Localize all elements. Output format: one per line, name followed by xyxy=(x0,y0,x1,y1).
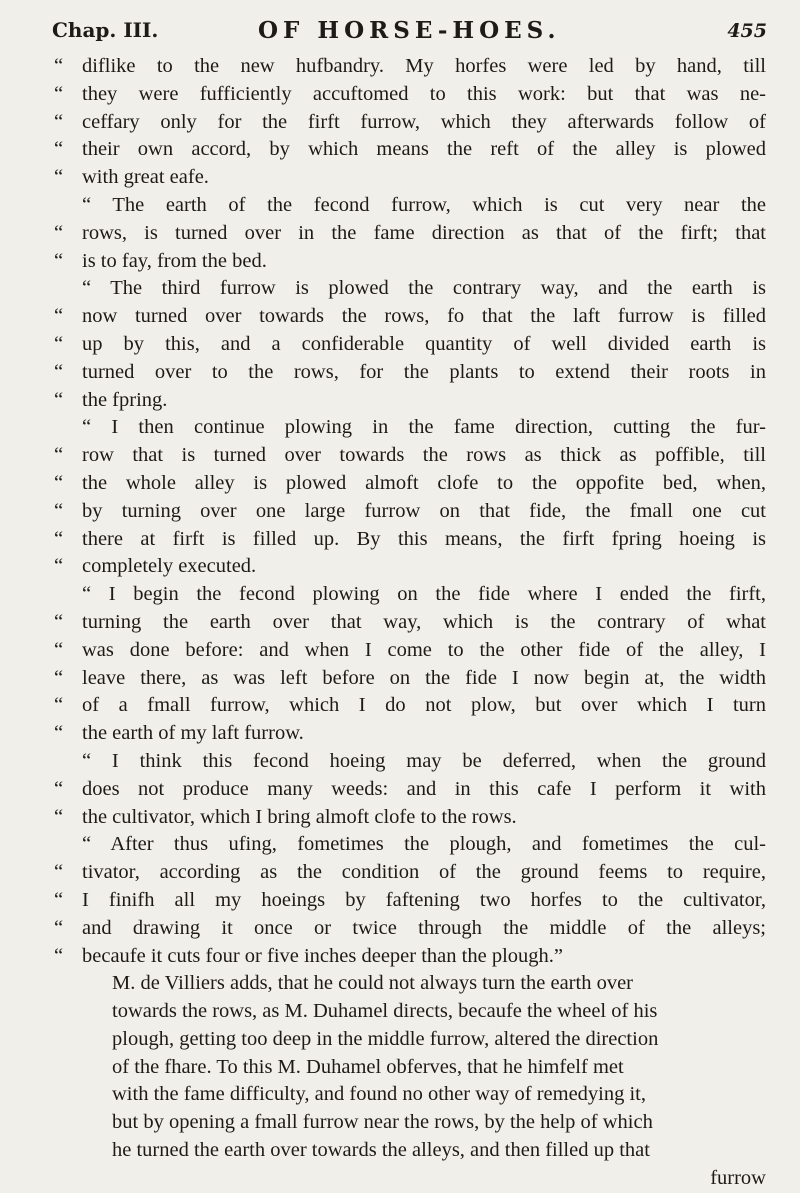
quote-mark xyxy=(54,1109,82,1137)
quote-mark xyxy=(54,1165,82,1193)
line-text: there at firft is filled up. By this means, the firft fpring hoeing is xyxy=(82,527,766,550)
line-text: completely executed. xyxy=(82,555,257,578)
line-text: does not produce many weeds: and in this cafe I perform it with xyxy=(82,777,766,800)
text-line xyxy=(54,1137,766,1165)
quote-mark: “ xyxy=(54,666,64,689)
text-line xyxy=(54,970,766,998)
quote-mark: “ xyxy=(54,221,64,244)
quote-mark: “ xyxy=(54,499,64,522)
quote-mark: “ xyxy=(54,916,64,939)
line-text: ceffary only for the firft furrow, which they afterwards follow of xyxy=(82,110,766,133)
quote-mark: “ xyxy=(54,944,64,967)
text-line xyxy=(54,831,766,859)
quote-mark: “ xyxy=(54,305,64,328)
text-line xyxy=(54,581,766,609)
line-text: with great eafe. xyxy=(82,166,209,189)
line-text: diflike to the new hufbandry. My horfes were led by hand, till xyxy=(82,55,766,77)
quote-mark xyxy=(54,1054,82,1082)
text-line xyxy=(54,81,766,109)
line-text: is to fay, from the bed. xyxy=(82,249,267,272)
line-text: towards the rows, as M. Duhamel directs, becaufe the wheel of his xyxy=(112,1000,658,1023)
text-line xyxy=(54,53,766,81)
quote-mark: “ xyxy=(54,861,64,884)
text-line xyxy=(54,164,766,192)
text-line xyxy=(54,387,766,415)
quote-mark: “ xyxy=(54,471,64,494)
quote-mark xyxy=(54,581,82,609)
quote-mark: “ xyxy=(54,638,64,661)
text-line xyxy=(54,1109,766,1137)
text-line xyxy=(54,470,766,498)
line-text: leave there, as was left before on the fide I now begin at, the width xyxy=(82,666,766,689)
text-line xyxy=(54,609,766,637)
text-line xyxy=(54,359,766,387)
quote-mark: “ xyxy=(54,694,64,717)
quote-mark xyxy=(54,831,82,859)
quote-mark: “ xyxy=(54,110,64,133)
line-text: becaufe it cuts four or five inches deeper than the plough.” xyxy=(82,944,563,967)
line-text: rows, is turned over in the fame direction as that of the firft; that xyxy=(82,221,766,244)
line-text: “ I begin the fecond plowing on the fide where I ended the firft, xyxy=(82,583,766,606)
text-line xyxy=(54,915,766,943)
chapter-label: Chap. III. xyxy=(52,18,159,42)
line-text: they were fufficiently accuftomed to this work: but that was ne- xyxy=(82,82,766,105)
quote-mark: “ xyxy=(54,82,64,105)
text-line xyxy=(54,331,766,359)
quote-mark: “ xyxy=(54,55,64,77)
running-title: OF HORSE-HOES. xyxy=(258,17,561,44)
text-line xyxy=(54,248,766,276)
line-text: “ The third furrow is plowed the contrary way, and the earth is xyxy=(82,277,766,300)
quote-mark: “ xyxy=(54,249,64,272)
text-line xyxy=(54,303,766,331)
line-text: of the fhare. To this M. Duhamel obferves, that he himfelf met xyxy=(112,1055,624,1078)
line-text: the earth of my laft furrow. xyxy=(82,722,304,745)
line-text: plough, getting too deep in the middle furrow, altered the direction xyxy=(112,1027,659,1050)
quote-mark: “ xyxy=(54,527,64,550)
quote-mark xyxy=(54,998,82,1026)
quote-mark: “ xyxy=(54,138,64,161)
line-text: but by opening a fmall furrow near the rows, by the help of which xyxy=(112,1111,653,1134)
line-text: he turned the earth over towards the alleys, and then filled up that xyxy=(112,1139,650,1162)
quote-mark: “ xyxy=(54,722,64,745)
quote-mark xyxy=(54,1081,82,1109)
quote-mark xyxy=(54,1026,82,1054)
line-text: furrow xyxy=(710,1166,766,1189)
text-line xyxy=(54,1026,766,1054)
text-line xyxy=(54,776,766,804)
line-text: was done before: and when I come to the other fide of the alley, I xyxy=(82,638,766,661)
text-line xyxy=(54,526,766,554)
line-text: the whole alley is plowed almoft clofe to the oppofite bed, when, xyxy=(82,471,766,494)
line-text: “ The earth of the fecond furrow, which is cut very near the xyxy=(82,193,766,216)
quote-mark: “ xyxy=(54,360,64,383)
line-text: M. de Villiers adds, that he could not always turn the earth over xyxy=(112,972,634,995)
line-text: “ After thus ufing, fometimes the plough, and fometimes the cul- xyxy=(82,833,766,856)
quote-mark: “ xyxy=(54,610,64,633)
quote-mark xyxy=(54,748,82,776)
line-text: “ I think this fecond hoeing may be deferred, when the ground xyxy=(82,749,766,772)
text-line xyxy=(54,943,766,971)
text-line xyxy=(54,998,766,1026)
line-text: turned over to the rows, for the plants to extend their roots in xyxy=(82,360,766,383)
line-text: “ I then continue plowing in the fame direction, cutting the fur- xyxy=(82,416,766,439)
quote-mark: “ xyxy=(54,444,64,467)
line-text: of a fmall furrow, which I do not plow, but over which I turn xyxy=(82,694,766,717)
line-text: tivator, according as the condition of the ground feems to require, xyxy=(82,861,766,884)
quote-mark: “ xyxy=(54,166,64,189)
line-text: and drawing it once or twice through the middle of the alleys; xyxy=(82,916,766,939)
text-line xyxy=(54,692,766,720)
line-text: I finifh all my hoeings by faftening two horfes to the cultivator, xyxy=(82,888,766,911)
text-line xyxy=(54,414,766,442)
text-line xyxy=(54,442,766,470)
text-line xyxy=(54,1054,766,1082)
quote-mark: “ xyxy=(54,388,64,411)
line-text: the fpring. xyxy=(82,388,168,411)
text-line xyxy=(54,720,766,748)
quote-mark: “ xyxy=(54,888,64,911)
line-text: now turned over towards the rows, fo that the laft furrow is filled xyxy=(82,305,766,328)
text-line xyxy=(54,109,766,137)
quote-mark: “ xyxy=(54,777,64,800)
line-text: up by this, and a confiderable quantity of well divided earth is xyxy=(82,332,766,355)
text-line xyxy=(54,1165,766,1193)
page-number: 455 xyxy=(727,20,767,42)
line-text: their own accord, by which means the reft of the alley is plowed xyxy=(82,138,766,161)
running-header xyxy=(52,18,767,50)
text-line xyxy=(54,804,766,832)
text-line xyxy=(54,136,766,164)
text-line xyxy=(54,748,766,776)
quote-mark xyxy=(54,1137,82,1165)
body-text xyxy=(54,53,766,1193)
text-line xyxy=(54,220,766,248)
text-line xyxy=(54,665,766,693)
line-text: by turning over one large furrow on that fide, the fmall one cut xyxy=(82,499,766,522)
quote-mark xyxy=(54,970,82,998)
quote-mark xyxy=(54,192,82,220)
quote-mark: “ xyxy=(54,555,64,578)
line-text: the cultivator, which I bring almoft clofe to the rows. xyxy=(82,805,517,828)
quote-mark: “ xyxy=(54,805,64,828)
quote-mark xyxy=(54,414,82,442)
text-line xyxy=(54,498,766,526)
text-line xyxy=(54,192,766,220)
text-line xyxy=(54,275,766,303)
quote-mark: “ xyxy=(54,332,64,355)
text-line xyxy=(54,1081,766,1109)
line-text: with the fame difficulty, and found no other way of remedying it, xyxy=(112,1083,647,1106)
text-line xyxy=(54,553,766,581)
line-text: row that is turned over towards the rows as thick as poffible, till xyxy=(82,444,766,467)
text-line xyxy=(54,637,766,665)
quote-mark xyxy=(54,275,82,303)
text-line xyxy=(54,887,766,915)
line-text: turning the earth over that way, which is the contrary of what xyxy=(82,610,766,633)
text-line xyxy=(54,859,766,887)
